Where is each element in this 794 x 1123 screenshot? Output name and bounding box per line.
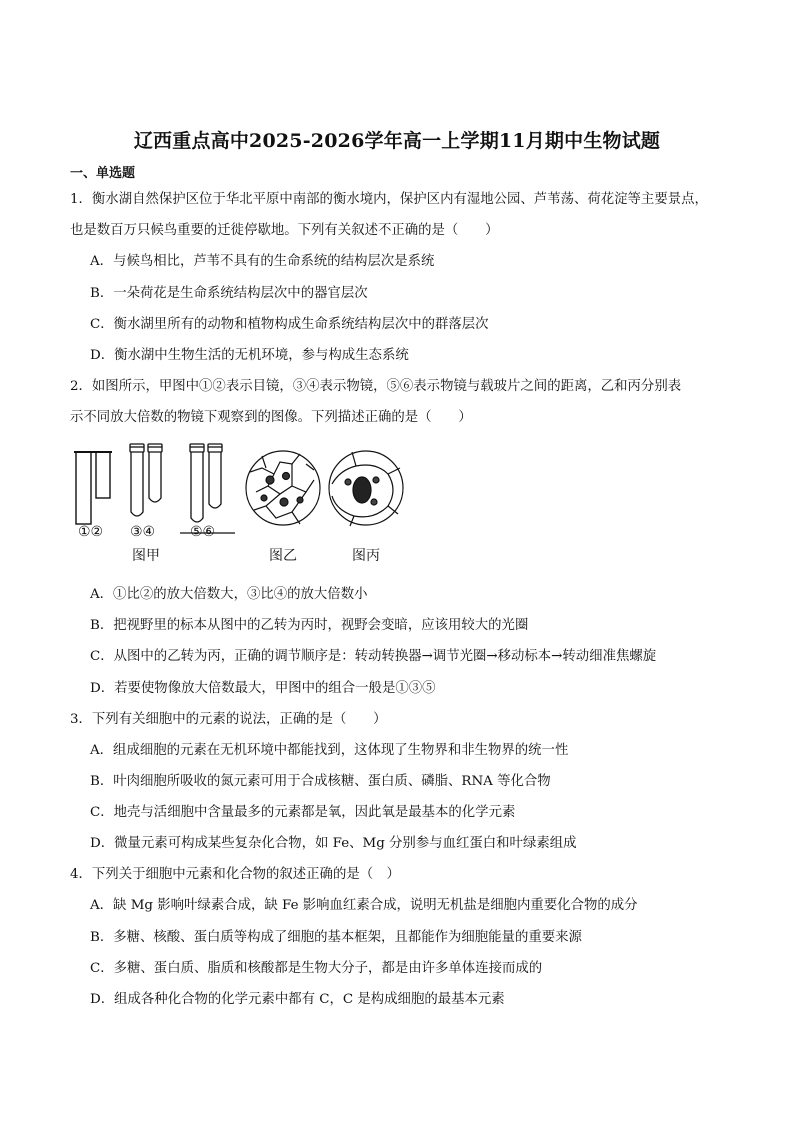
- microscope-figure: [70, 440, 430, 570]
- q1-stem-line-1: 1．衡水湖自然保护区位于华北平原中南部的衡水境内，保护区内有湿地公园、芦苇荡、荷花淀等主要景点，: [70, 192, 708, 207]
- caption-figure-yi: 图乙: [269, 548, 297, 564]
- low-magnification-view: [246, 451, 320, 525]
- q3-option-d: D．微量元素可构成某些复杂化合物，如 Fe、Mg 分别参与血红蛋白和叶绿素组成: [90, 836, 577, 851]
- q2-stem-line-1: 2．如图所示，甲图中①②表示目镜，③④表示物镜，⑤⑥表示物镜与载玻片之间的距离，乙和丙分别表: [70, 379, 682, 394]
- q2-stem-line-2: 示不同放大倍数的物镜下观察到的图像。下列描述正确的是（ ）: [70, 410, 472, 425]
- q4-option-b: B．多糖、核酸、蛋白质等构成了细胞的基本框架，且都能作为细胞能量的重要来源: [90, 930, 582, 945]
- q3-option-b: B．叶肉细胞所吸收的氮元素可用于合成核糖、蛋白质、磷脂、RNA 等化合物: [90, 774, 551, 789]
- q4-option-d: D．组成各种化合物的化学元素中都有 C，C 是构成细胞的最基本元素: [90, 992, 505, 1007]
- objective-lenses-34: [130, 444, 162, 516]
- q1-option-d: D．衡水湖中生物生活的无机环境，参与构成生态系统: [90, 348, 409, 363]
- high-magnification-view: [329, 451, 403, 526]
- label-eyepieces: ①②: [78, 524, 104, 540]
- q2-option-c: C．从图中的乙转为丙，正确的调节顺序是：转动转换器→调节光圈→移动标本→转动细准焦螺旋: [90, 649, 657, 664]
- q2-option-b: B．把视野里的标本从图中的乙转为丙时，视野会变暗，应该用较大的光圈: [90, 618, 529, 633]
- page-title: 辽西重点高中2025-2026学年高一上学期11月期中生物试题: [133, 130, 661, 152]
- q4-option-c: C．多糖、蛋白质、脂质和核酸都是生物大分子，都是由许多单体连接而成的: [90, 961, 543, 976]
- q4-option-a: A．缺 Mg 影响叶绿素合成，缺 Fe 影响血红素合成，说明无机盐是细胞内重要化合物的成分: [90, 898, 638, 913]
- q3-stem: 3．下列有关细胞中的元素的说法，正确的是（ ）: [70, 712, 387, 727]
- q4-stem: 4．下列关于细胞中元素和化合物的叙述正确的是（ ）: [70, 867, 400, 882]
- label-objectives-34: ③④: [130, 524, 156, 540]
- label-distances-56: ⑤⑥: [190, 524, 216, 540]
- eyepiece-tubes: [74, 452, 112, 524]
- q3-option-a: A．组成细胞的元素在无机环境中都能找到，这体现了生物界和非生物界的统一性: [90, 743, 569, 758]
- caption-figure-jia: 图甲: [132, 548, 160, 564]
- section-heading: 一、单选题: [70, 166, 136, 181]
- q2-option-d: D．若要使物像放大倍数最大，甲图中的组合一般是①③⑤: [90, 681, 436, 696]
- q1-option-c: C．衡水湖里所有的动物和植物构成生命系统结构层次中的群落层次: [90, 317, 489, 332]
- q1-stem-line-2: 也是数百万只候鸟重要的迁徙停歇地。下列有关叙述不正确的是（ ）: [70, 223, 499, 238]
- q3-option-c: C．地壳与活细胞中含量最多的元素都是氧，因此氧是最基本的化学元素: [90, 805, 516, 820]
- q1-option-b: B．一朵荷花是生命系统结构层次中的器官层次: [90, 286, 368, 301]
- q2-option-a: A．①比②的放大倍数大，③比④的放大倍数小: [90, 587, 368, 602]
- objective-lenses-56: [180, 444, 235, 533]
- q1-option-a: A．与候鸟相比，芦苇不具有的生命系统的结构层次是系统: [90, 254, 435, 269]
- caption-figure-bing: 图丙: [352, 548, 380, 564]
